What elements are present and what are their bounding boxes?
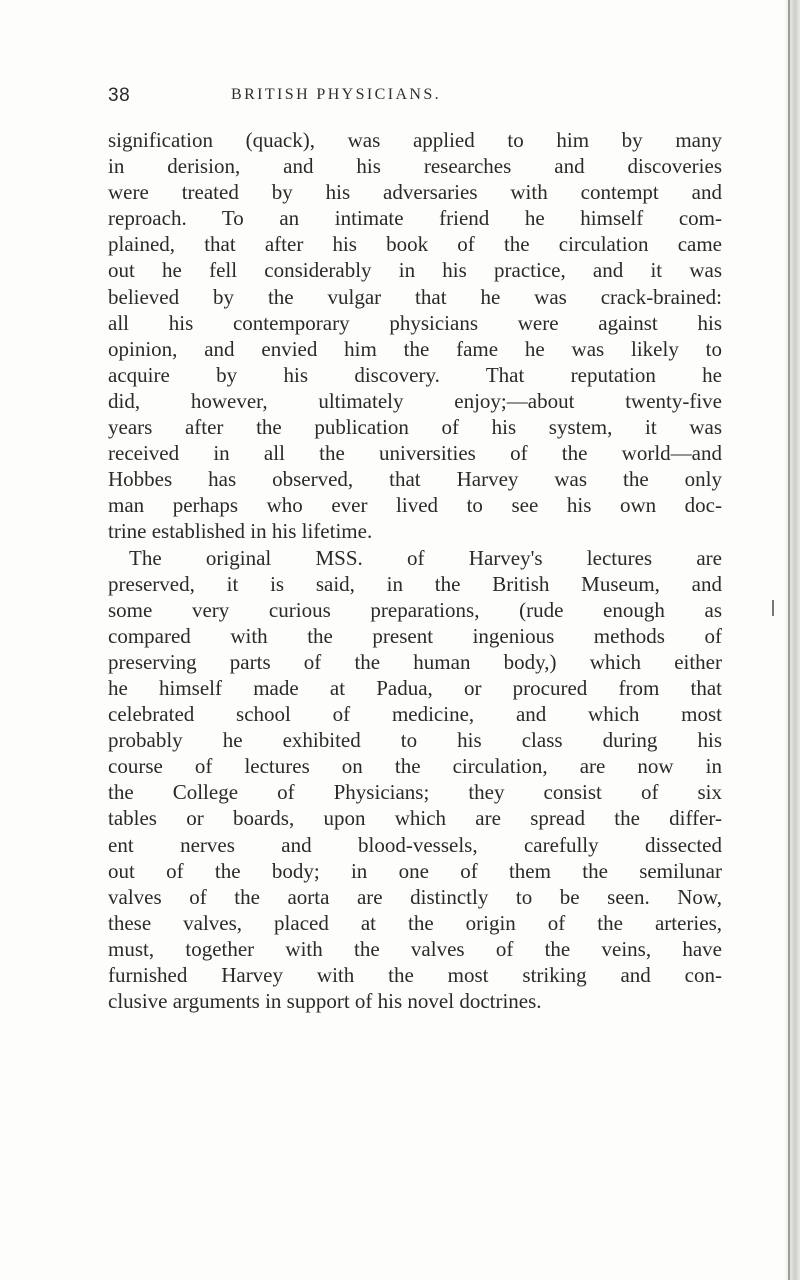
text-line: celebrated school of medicine, and which most <box>108 702 722 727</box>
page-edge-line <box>788 0 790 1280</box>
text-line: preserving parts of the human body,) which either <box>108 649 722 674</box>
paragraph-start-line: The original MSS. of Harvey's lectures are <box>129 545 722 570</box>
text-line: clusive arguments in support of his novel doctrines. <box>108 989 542 1014</box>
text-line: probably he exhibited to his class during his <box>108 728 722 753</box>
text-line: believed by the vulgar that he was crack-brained: <box>108 284 722 309</box>
text-line: did, however, ultimately enjoy;—about twenty-five <box>108 388 722 413</box>
text-line: the College of Physicians; they consist of six <box>108 780 722 805</box>
page-header <box>108 85 720 109</box>
text-line: years after the publication of his system, it was <box>108 415 722 440</box>
text-line: trine established in his lifetime. <box>108 519 373 544</box>
text-line: ent nerves and blood-vessels, carefully dissected <box>108 832 722 857</box>
text-line: these valves, placed at the origin of the arteries, <box>108 910 722 935</box>
text-line: in derision, and his researches and discoveries <box>108 154 722 179</box>
text-line: must, together with the valves of the veins, have <box>108 936 722 961</box>
text-line: furnished Harvey with the most striking and con- <box>108 963 722 987</box>
text-line: compared with the present ingenious methods of <box>108 623 722 648</box>
text-line: out he fell considerably in his practice, and it was <box>108 258 722 283</box>
text-line: tables or boards, upon which are spread the differ- <box>108 806 722 831</box>
margin-mark <box>772 600 774 616</box>
text-line: received in all the universities of the world—and <box>108 441 722 466</box>
text-line: were treated by his adversaries with contempt and <box>108 180 722 205</box>
text-line: course of lectures on the circulation, are now in <box>108 754 722 779</box>
text-line: opinion, and envied him the fame he was likely to <box>108 336 722 361</box>
body-text <box>108 127 722 1014</box>
text-line: preserved, it is said, in the British Museum, and <box>108 571 722 596</box>
text-line: plained, that after his book of the circulation came <box>108 232 722 257</box>
text-line: signification (quack), was applied to him by many <box>108 128 722 152</box>
running-head: BRITISH PHYSICIANS. <box>231 86 442 103</box>
text-line: Hobbes has observed, that Harvey was the only <box>108 467 722 492</box>
page-edge-shadow <box>784 0 800 1280</box>
text-line: reproach. To an intimate friend he himself com- <box>108 206 722 231</box>
text-line: all his contemporary physicians were against his <box>108 310 722 335</box>
text-line: acquire by his discovery. That reputation he <box>108 362 722 387</box>
page-number: 38 <box>108 85 131 106</box>
text-line: he himself made at Padua, or procured from that <box>108 675 722 700</box>
text-line: man perhaps who ever lived to see his own doc- <box>108 493 722 518</box>
text-line: some very curious preparations, (rude enough as <box>108 597 722 622</box>
text-line: out of the body; in one of them the semilunar <box>108 858 722 883</box>
text-line: valves of the aorta are distinctly to be seen. Now, <box>108 884 722 909</box>
